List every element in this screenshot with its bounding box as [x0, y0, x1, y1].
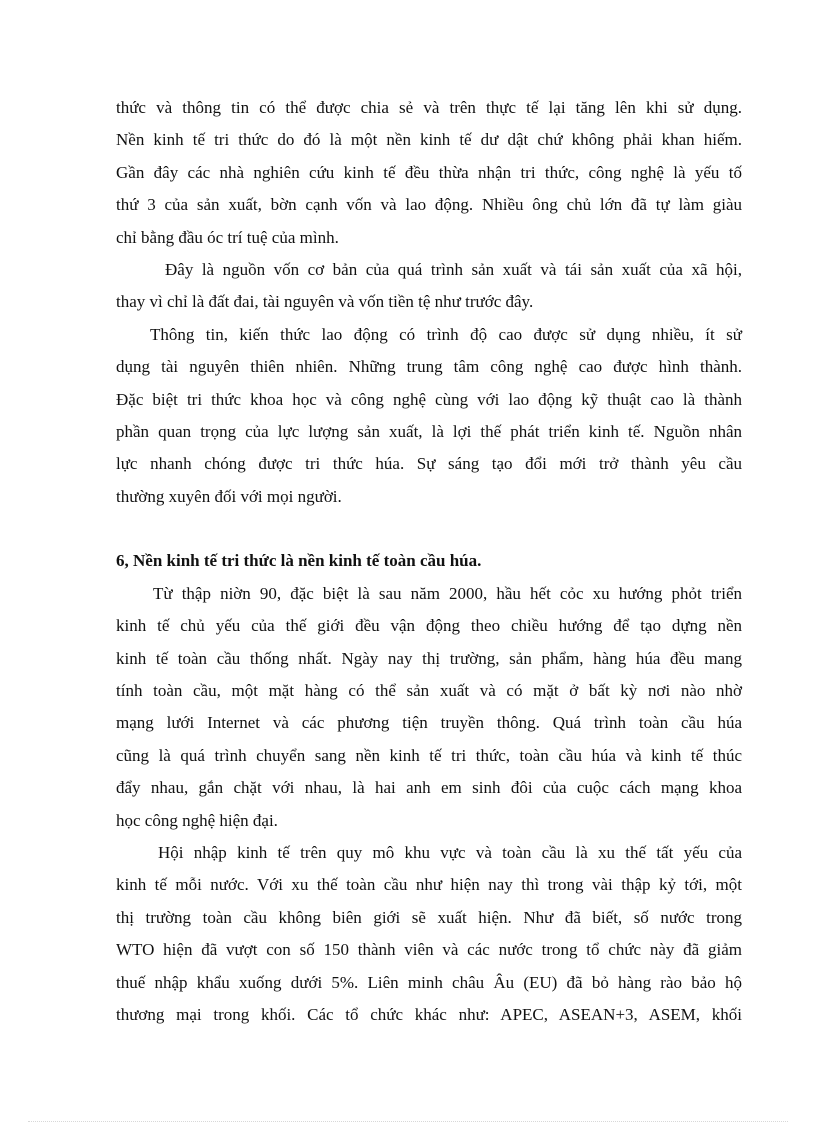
text-line: thị trường toàn cầu không biên giới sẽ xuất hiện. Như đã biết, số nước trong: [116, 907, 742, 927]
text-line: kinh tế toàn cầu thống nhất. Ngày nay thị trường, sản phẩm, hàng húa đều mang: [116, 648, 742, 668]
text-line: cũng là quá trình chuyển sang nền kinh tế tri thức, toàn cầu húa và kinh tế thúc: [116, 745, 742, 765]
text-line: thương mại trong khối. Các tổ chức khác như: APEC, ASEAN+3, ASEM, khối: [116, 1004, 742, 1024]
text-line: thường xuyên đối với mọi người.: [116, 486, 342, 506]
section-heading: 6, Nền kinh tế tri thức là nền kinh tế toàn cầu húa.: [116, 551, 482, 571]
paragraph-economic-integration: [116, 837, 742, 1031]
text-line: kinh tế mỗi nước. Với xu thế toàn cầu như hiện nay thì trong vài thập kỷ tới, một: [116, 875, 742, 895]
text-line: thay vì chỉ là đất đai, tài nguyên và vốn tiền tệ như trước đây.: [116, 292, 534, 312]
text-line: đẩy nhau, gắn chặt với nhau, là hai anh em sinh đôi của cuộc cách mạng khoa: [116, 778, 742, 798]
paragraph-information-labor: [116, 319, 742, 513]
text-line: dụng tài nguyên thiên nhiên. Những trung tâm công nghệ cao được hình thành.: [116, 357, 742, 377]
text-line: thuế nhập khẩu xuống dưới 5%. Liên minh châu Âu (EU) đã bỏ hàng rào bảo hộ: [116, 972, 742, 992]
text-line: WTO hiện đã vượt con số 150 thành viên và các nước trong tổ chức này đã giảm: [116, 940, 742, 960]
text-line: Đây là nguồn vốn cơ bản của quá trình sản xuất và tái sản xuất của xã hội,: [165, 260, 742, 280]
text-line: Gần đây các nhà nghiên cứu kinh tế đều thừa nhận tri thức, công nghệ là yếu tố: [116, 162, 742, 182]
text-line: thức và thông tin có thể được chia sẻ và trên thực tế lại tăng lên khi sử dụng.: [116, 98, 742, 117]
page-bottom-rule: [28, 1121, 788, 1122]
text-line: Nền kinh tế tri thức do đó là một nền kinh tế dư dật chứ không phải khan hiếm.: [116, 130, 742, 150]
text-line: chỉ bằng đầu óc trí tuệ của mình.: [116, 227, 339, 247]
document-body: [116, 92, 742, 1031]
text-line: Thông tin, kiến thức lao động có trình độ cao được sử dụng nhiều, ít sử: [150, 324, 742, 344]
text-line: học công nghệ hiện đại.: [116, 810, 278, 830]
spacer: [116, 513, 742, 545]
text-line: Từ thập niờn 90, đặc biệt là sau năm 2000, hầu hết cỏc xu hướng phỏt triển: [153, 583, 742, 603]
paragraph-knowledge-abundance: [116, 92, 742, 254]
text-line: thứ 3 của sản xuất, bờn cạnh vốn và lao động. Nhiều ông chủ lớn đã tự làm giàu: [116, 195, 742, 215]
text-line: Đặc biệt tri thức khoa học và công nghệ cùng với lao động kỹ thuật cao là thành: [116, 389, 742, 409]
text-line: Hội nhập kinh tế trên quy mô khu vực và toàn cầu là xu thế tất yếu của: [158, 842, 742, 862]
text-line: lực nhanh chóng được tri thức húa. Sự sáng tạo đổi mới trở thành yêu cầu: [116, 454, 742, 474]
text-line: mạng lưới Internet và các phương tiện truyền thông. Quá trình toàn cầu húa: [116, 713, 742, 733]
text-line: tính toàn cầu, một mặt hàng có thể sản xuất và có mặt ở bất kỳ nơi nào nhờ: [116, 680, 742, 700]
text-line: phần quan trọng của lực lượng sản xuất, là lợi thế phát triển kinh tế. Nguồn nhân: [116, 422, 742, 442]
text-line: kinh tế chủ yếu của thế giới đều vận động theo chiều hướng để tạo dựng nền: [116, 616, 742, 636]
paragraph-globalization-trend: [116, 578, 742, 837]
paragraph-capital-source: [116, 254, 742, 319]
